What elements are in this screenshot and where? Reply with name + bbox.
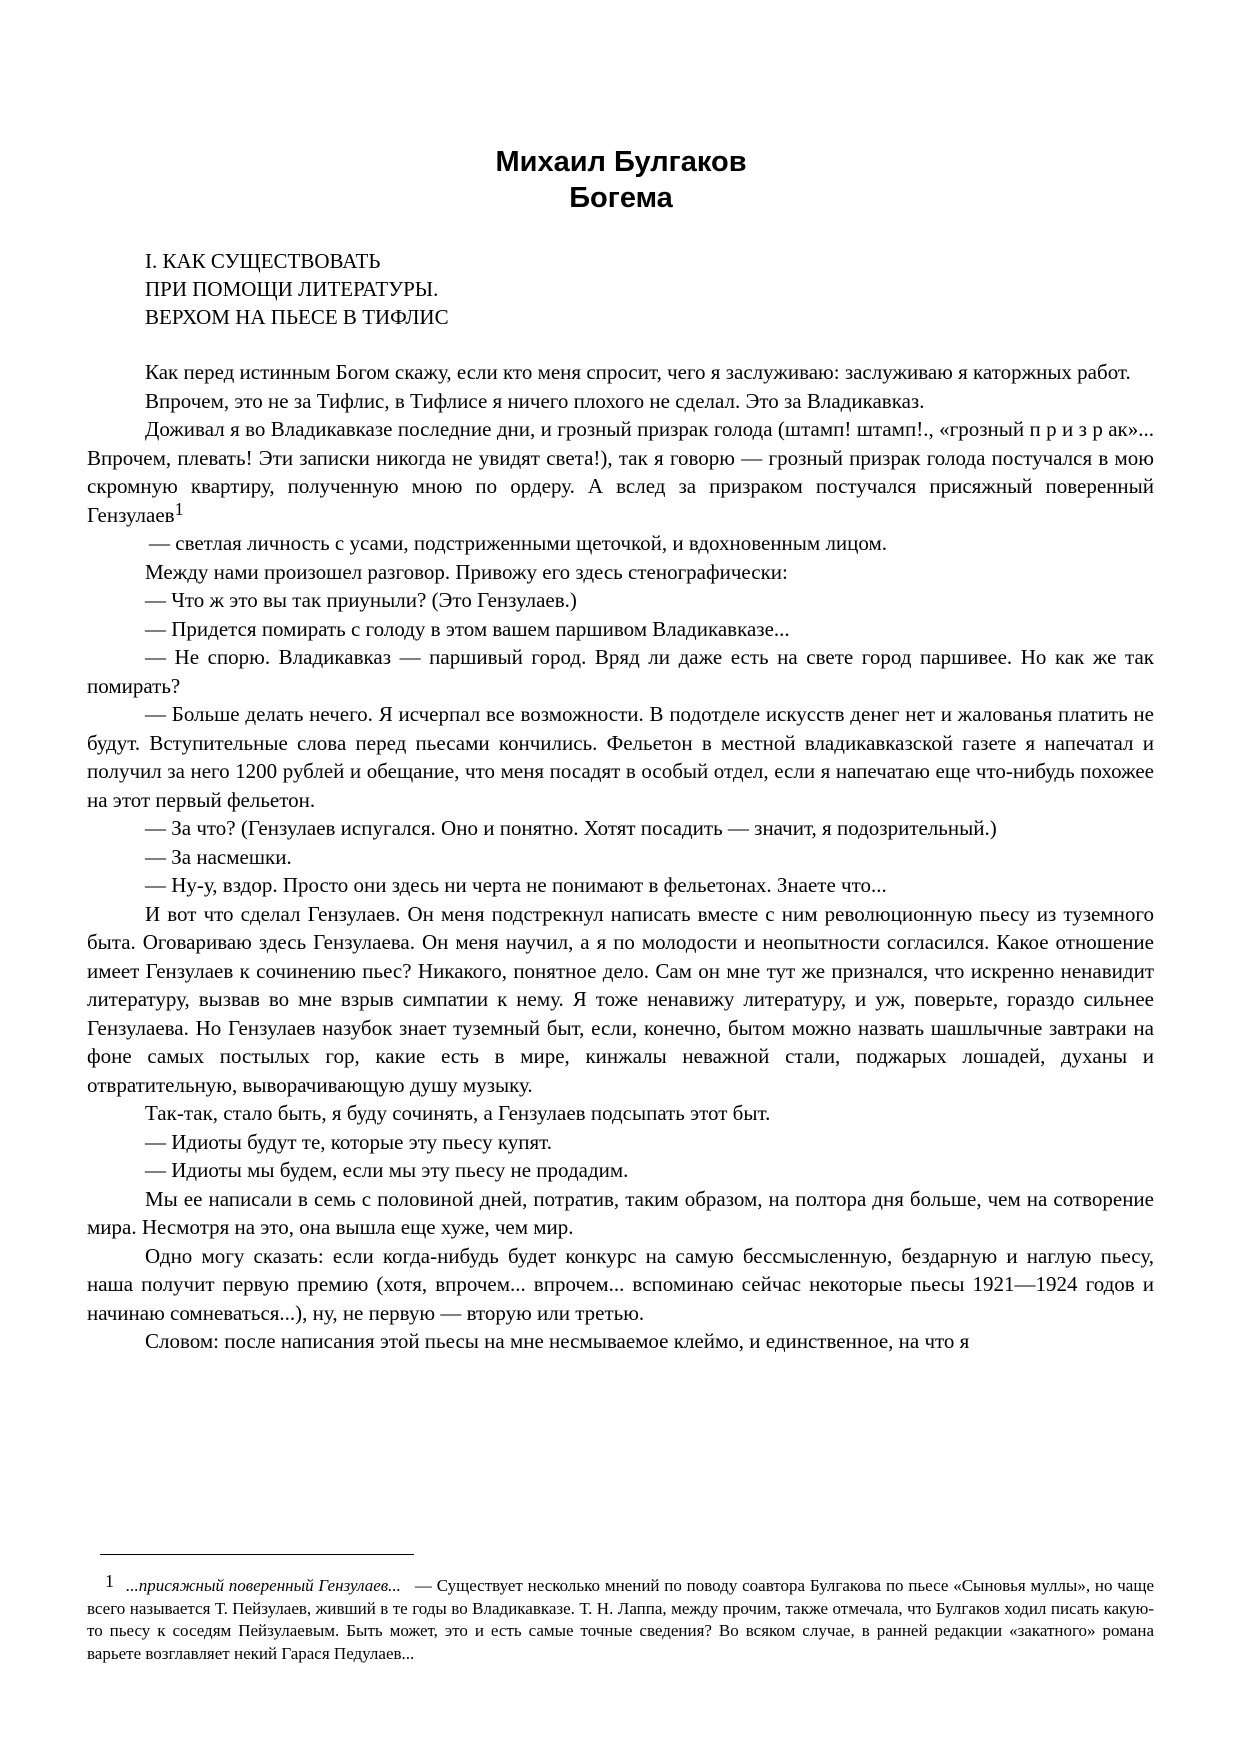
dialogue-line: — Придется помирать с голоду в этом вашем паршивом Владикавказе... <box>145 616 790 641</box>
chapter-heading-line: ПРИ ПОМОЩИ ЛИТЕРАТУРЫ. <box>145 277 439 301</box>
dialogue-line: — Идиоты мы будем, если мы эту пьесу не продадим. <box>145 1158 629 1182</box>
dialogue-line: — Больше делать нечего. Я исчерпал все возможности. В подотделе искусств денег нет и жалованья платить не будут. Вступительные слова перед пьесами кончились. Фельетон в местной владикавказской газете я напечатал и получил за него 1200 рублей и обещание, что меня посадят в особый отдел, если я напечатаю еще что-нибудь похожее на этот первый фельетон. <box>87 702 1154 812</box>
paragraph: Так-так, стало быть, я буду сочинять, а Гензулаев подсыпать этот быт. <box>145 1101 771 1125</box>
chapter-heading <box>145 247 449 331</box>
author-name: Михаил Булгаков <box>495 146 747 178</box>
footnote-paragraph <box>87 1571 1154 1665</box>
footnote-lemma: ...присяжный поверенный Гензулаев... <box>126 1576 401 1595</box>
dialogue-line: — Идиоты будут те, которые эту пьесу купят. <box>145 1129 552 1154</box>
main-text <box>87 358 1154 1356</box>
paragraph: Одно могу сказать: если когда-нибудь будет конкурс на самую бессмысленную, бездарную и наглую пьесу, наша получит первую премию (хотя, впрочем... впрочем... вспоминаю сейчас некоторые пьесы 1921—1924 годов и начинаю сомневаться...), ну, не первую — вторую или третью. <box>87 1243 1154 1325</box>
footnote-reference[interactable]: 1 <box>174 498 184 519</box>
paragraph: Между нами произошел разговор. Привожу его здесь стенографически: <box>145 559 788 584</box>
document-title-block <box>0 144 1242 216</box>
paragraph: Мы ее написали в семь с половиной дней, потратив, таким образом, на полтора дня больше, чем на сотворение мира. Несмотря на это, она вышла еще хуже, чем мир. <box>87 1186 1154 1239</box>
dialogue-line: — За насмешки. <box>145 844 292 869</box>
paragraph: И вот что сделал Гензулаев. Он меня подстрекнул написать вместе с ним революционную пьесу из туземного быта. Оговариваю здесь Гензулаева. Он меня научил, а я по молодости и неопытности согласился. Какое отношение имеет Гензулаев к сочинению пьес? Никакого, понятное дело. Сам он мне тут же признался, что искренно ненавидит литературу, вызвав во мне взрыв симпатии к нему. Я тоже ненавижу литературу, и уж, поверьте, гораздо сильнее Гензулаева. Но Гензулаев назубок знает туземный быт, если, конечно, бытом можно назвать шашлычные завтраки на фоне самых постылых гор, какие есть в мире, кинжалы неважной стали, поджарых лошадей, духаны и отвратительную, выворачивающую душу музыку. <box>87 901 1154 1097</box>
dialogue-line: — Не спорю. Владикавказ — паршивый город. Вряд ли даже есть на свете город паршивее. Но как же так помирать? <box>87 645 1154 698</box>
dialogue-line: — Что ж это вы так приуныли? (Это Гензулаев.) <box>145 588 577 612</box>
work-title: Богема <box>569 182 673 214</box>
paragraph: Как перед истинным Богом скажу, если кто меня спросит, чего я заслуживаю: заслуживаю я каторжных работ. <box>145 360 1131 384</box>
footnote-separator <box>100 1554 414 1555</box>
chapter-heading-line: ВЕРХОМ НА ПЬЕСЕ В ТИФЛИС <box>145 305 449 329</box>
paragraph <box>87 415 1154 529</box>
paragraph: Словом: после написания этой пьесы на мне несмываемое клеймо, и единственное, на что я <box>145 1329 970 1353</box>
paragraph-text: Доживал я во Владикавказе последние дни, и грозный призрак голода (штамп! штамп!., «грозный п р и з р ак»... Впрочем, плевать! Эти записки никогда не увидят света!), так я говорю — грозный призрак голода постучался в мою скромную квартиру, полученную мною по ордеру. А вслед за призраком постучался присяжный поверенный Гензулаев <box>87 417 1154 527</box>
dialogue-line: — Ну-у, вздор. Просто они здесь ни черта не понимают в фельетонах. Знаете что... <box>145 873 887 897</box>
paragraph: — светлая личность с усами, подстриженными щеточкой, и вдохновенным лицом. <box>149 531 888 555</box>
chapter-heading-line: I. КАК СУЩЕСТВОВАТЬ <box>145 249 381 273</box>
footnote-number: 1 <box>105 1571 114 1591</box>
footnote-text: — Существует несколько мнений по поводу соавтора Булгакова по пьесе «Сыновья муллы», но чаще всего называется Т. Пейзулаев, живший в те годы во Владикавказе. Т. Н. Лаппа, между прочим, также отмечала, что Булгаков ходил писать какую-то пьесу к соседям Пейзулаевым. Быть может, это и есть самые точные сведения? Во всяком случае, в ранней редакции «закатного» романа варьете возглавляет некий Гарася Педулаев... <box>87 1576 1154 1663</box>
dialogue-line: — За что? (Гензулаев испугался. Оно и понятно. Хотят посадить — значит, я подозрительный.) <box>145 816 997 840</box>
footnote <box>87 1571 1154 1665</box>
paragraph: Впрочем, это не за Тифлис, в Тифлисе я ничего плохого не сделал. Это за Владикавказ. <box>145 388 925 413</box>
